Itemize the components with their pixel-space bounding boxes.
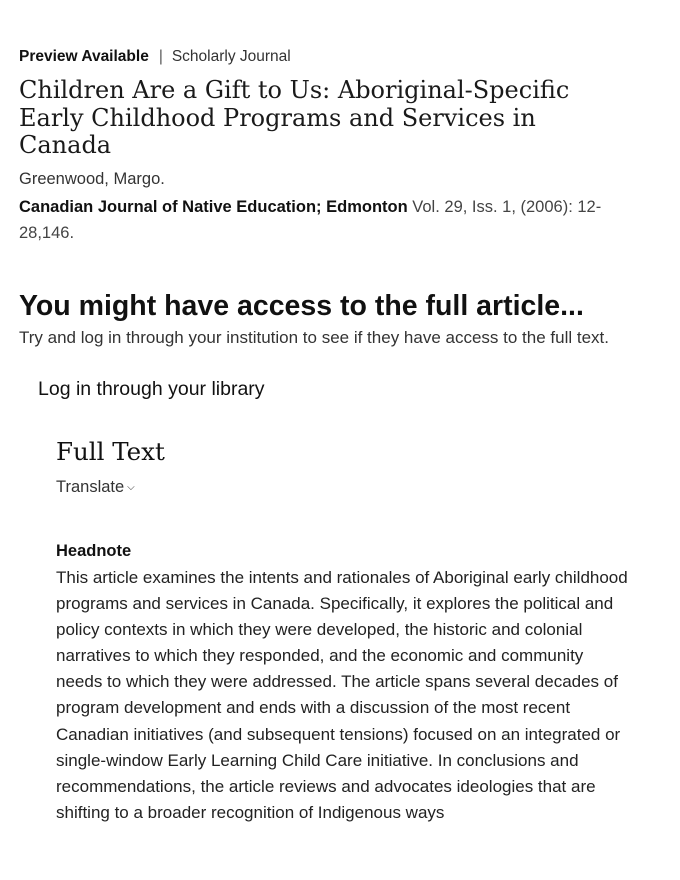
journal-name[interactable]: Canadian Journal of Native Education; Edmonton (19, 198, 408, 216)
translate-label: Translate (56, 478, 125, 496)
source-type-label: Scholarly Journal (171, 48, 291, 65)
chevron-down-icon: ⌵ (127, 482, 135, 493)
translate-dropdown[interactable] (56, 476, 135, 499)
headnote-label: Headnote (56, 542, 132, 560)
record-meta (19, 47, 291, 67)
preview-available-label: Preview Available (19, 48, 149, 65)
citation (19, 194, 649, 246)
document-title: Children Are a Gift to Us: Aboriginal-Specific Early Childhood Programs and Services in Canada (19, 76, 570, 159)
author-link[interactable]: Greenwood, Margo. (19, 170, 165, 188)
access-subtext: Try and log in through your institution to see if they have access to the full text. (19, 328, 609, 347)
meta-separator: | (158, 48, 163, 65)
citation-details: Vol. 29, Iss. 1, (2006): 12-28,146. (19, 198, 602, 242)
access-heading: You might have access to the full article... (19, 290, 584, 322)
login-through-library-button[interactable]: Log in through your library (38, 378, 265, 400)
abstract-text: This article examines the intents and rationales of Aboriginal early childhood programs and services in Canada. Specifically, it explores the political and policy contexts in which they were developed, the historic and colonial narratives to which they responded, and the economic and community needs to which they were addressed. The article spans several decades of program development and ends with a discussion of the most recent Canadian initiatives (and subsequent tensions) focused on an integrated or single-window Early Learning Child Care initiative. In conclusions and recommendations, the article reviews and advocates ideologies that are shifting to a broader recognition of Indigenous ways (56, 568, 628, 822)
full-text-heading: Full Text (56, 437, 165, 466)
